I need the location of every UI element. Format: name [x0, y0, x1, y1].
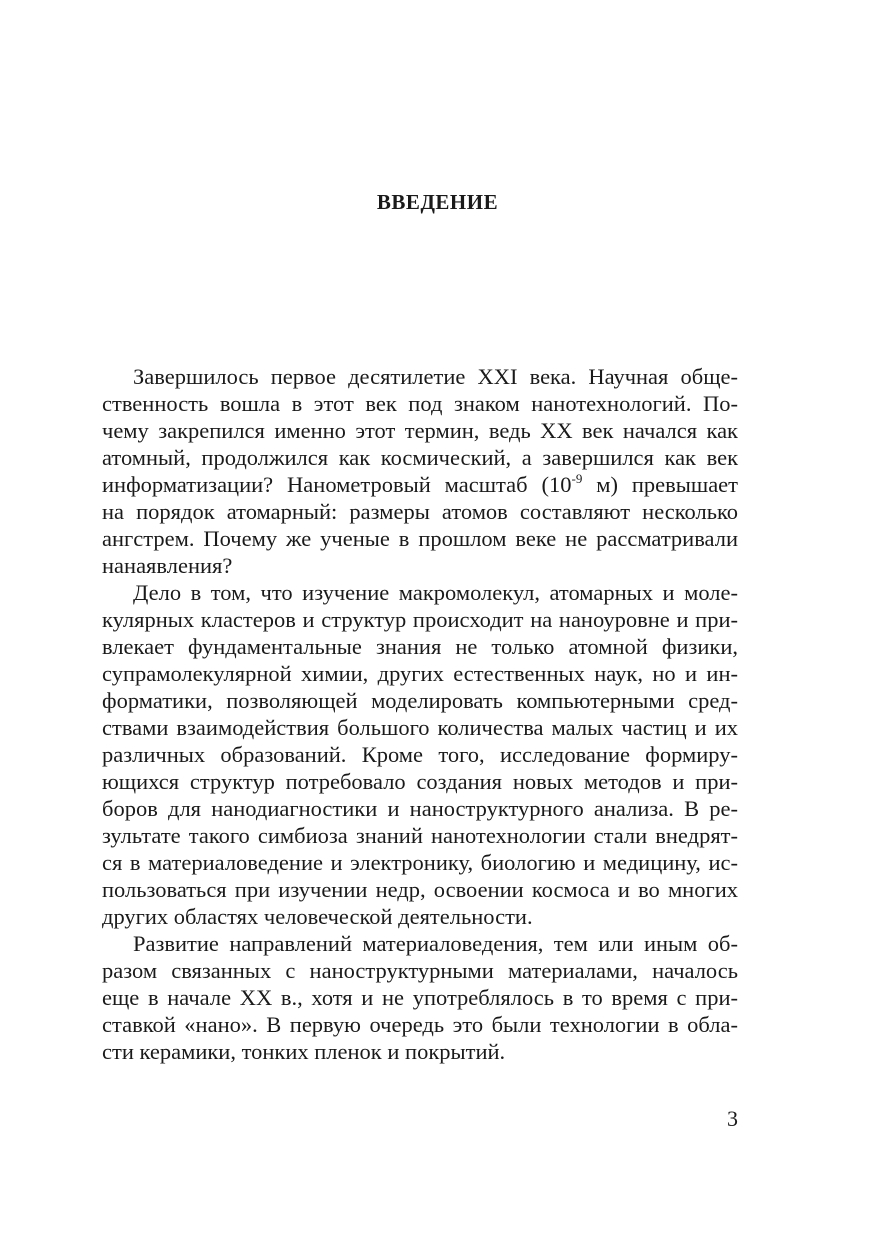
text-line: еще в начале XX в., хотя и не употреблялось в то время с при-: [102, 985, 738, 1010]
text-line: разом связанных с наноструктурными материалами, началось: [102, 958, 738, 983]
paragraph-2: [102, 579, 738, 930]
text-line: ся в материаловедение и электронику, биологию и медицину, ис-: [102, 850, 738, 875]
text-segment: м) превышает: [582, 472, 738, 497]
text-line: нанаявления?: [102, 553, 233, 578]
text-line: чему закрепился именно этот термин, ведь XX век начался как: [102, 418, 738, 443]
text-line: ственность вошла в этот век под знаком нанотехнологий. По-: [102, 391, 738, 416]
text-line: ствами взаимодействия большого количества малых частиц и их: [102, 715, 738, 740]
text-line: боров для нанодиагностики и наноструктурного анализа. В ре-: [102, 796, 738, 821]
paragraph-1: [102, 363, 738, 579]
body-text: [102, 363, 738, 1065]
text-line: ставкой «нано». В первую очередь это были технологии в обла-: [102, 1012, 738, 1037]
text-line: Развитие направлений материаловедения, тем или иным об-: [133, 931, 738, 956]
text-line: сти керамики, тонких пленок и покрытий.: [102, 1039, 506, 1064]
text-line: Завершилось первое десятилетие XXI века. Научная обще-: [133, 364, 738, 389]
text-line: [102, 471, 738, 498]
text-line: кулярных кластеров и структур происходит на наноуровне и при-: [102, 607, 738, 632]
text-line: различных образований. Кроме того, исследование формиру-: [102, 742, 738, 767]
text-line: зультате такого симбиоза знаний нанотехнологии стали внедрят-: [102, 823, 738, 848]
text-line: на порядок атомарный: размеры атомов составляют несколько: [102, 499, 738, 524]
text-line: других областях человеческой деятельности.: [102, 904, 533, 929]
page-number: 3: [727, 1106, 738, 1131]
text-line: пользоваться при изучении недр, освоении космоса и во многих: [102, 877, 738, 902]
text-line: влекает фундаментальные знания не только атомной физики,: [102, 634, 738, 659]
text-segment: информатизации? Нанометровый масштаб (10: [102, 472, 572, 497]
text-line: супрамолекулярной химии, других естественных наук, но и ин-: [102, 661, 738, 686]
paragraph-3: [102, 930, 738, 1065]
text-line: атомный, продолжился как космический, а завершился как век: [102, 445, 738, 470]
page-title: ВВЕДЕНИЕ: [376, 190, 499, 214]
text-line: ангстрем. Почему же ученые в прошлом веке не рассматривали: [102, 526, 738, 551]
exponent: -9: [571, 471, 583, 486]
text-line: форматики, позволяющей моделировать компьютерными сред-: [102, 688, 738, 713]
text-line: Дело в том, что изучение макромолекул, атомарных и моле-: [133, 580, 738, 605]
text-line: ющихся структур потребовало создания новых методов и при-: [102, 769, 738, 794]
